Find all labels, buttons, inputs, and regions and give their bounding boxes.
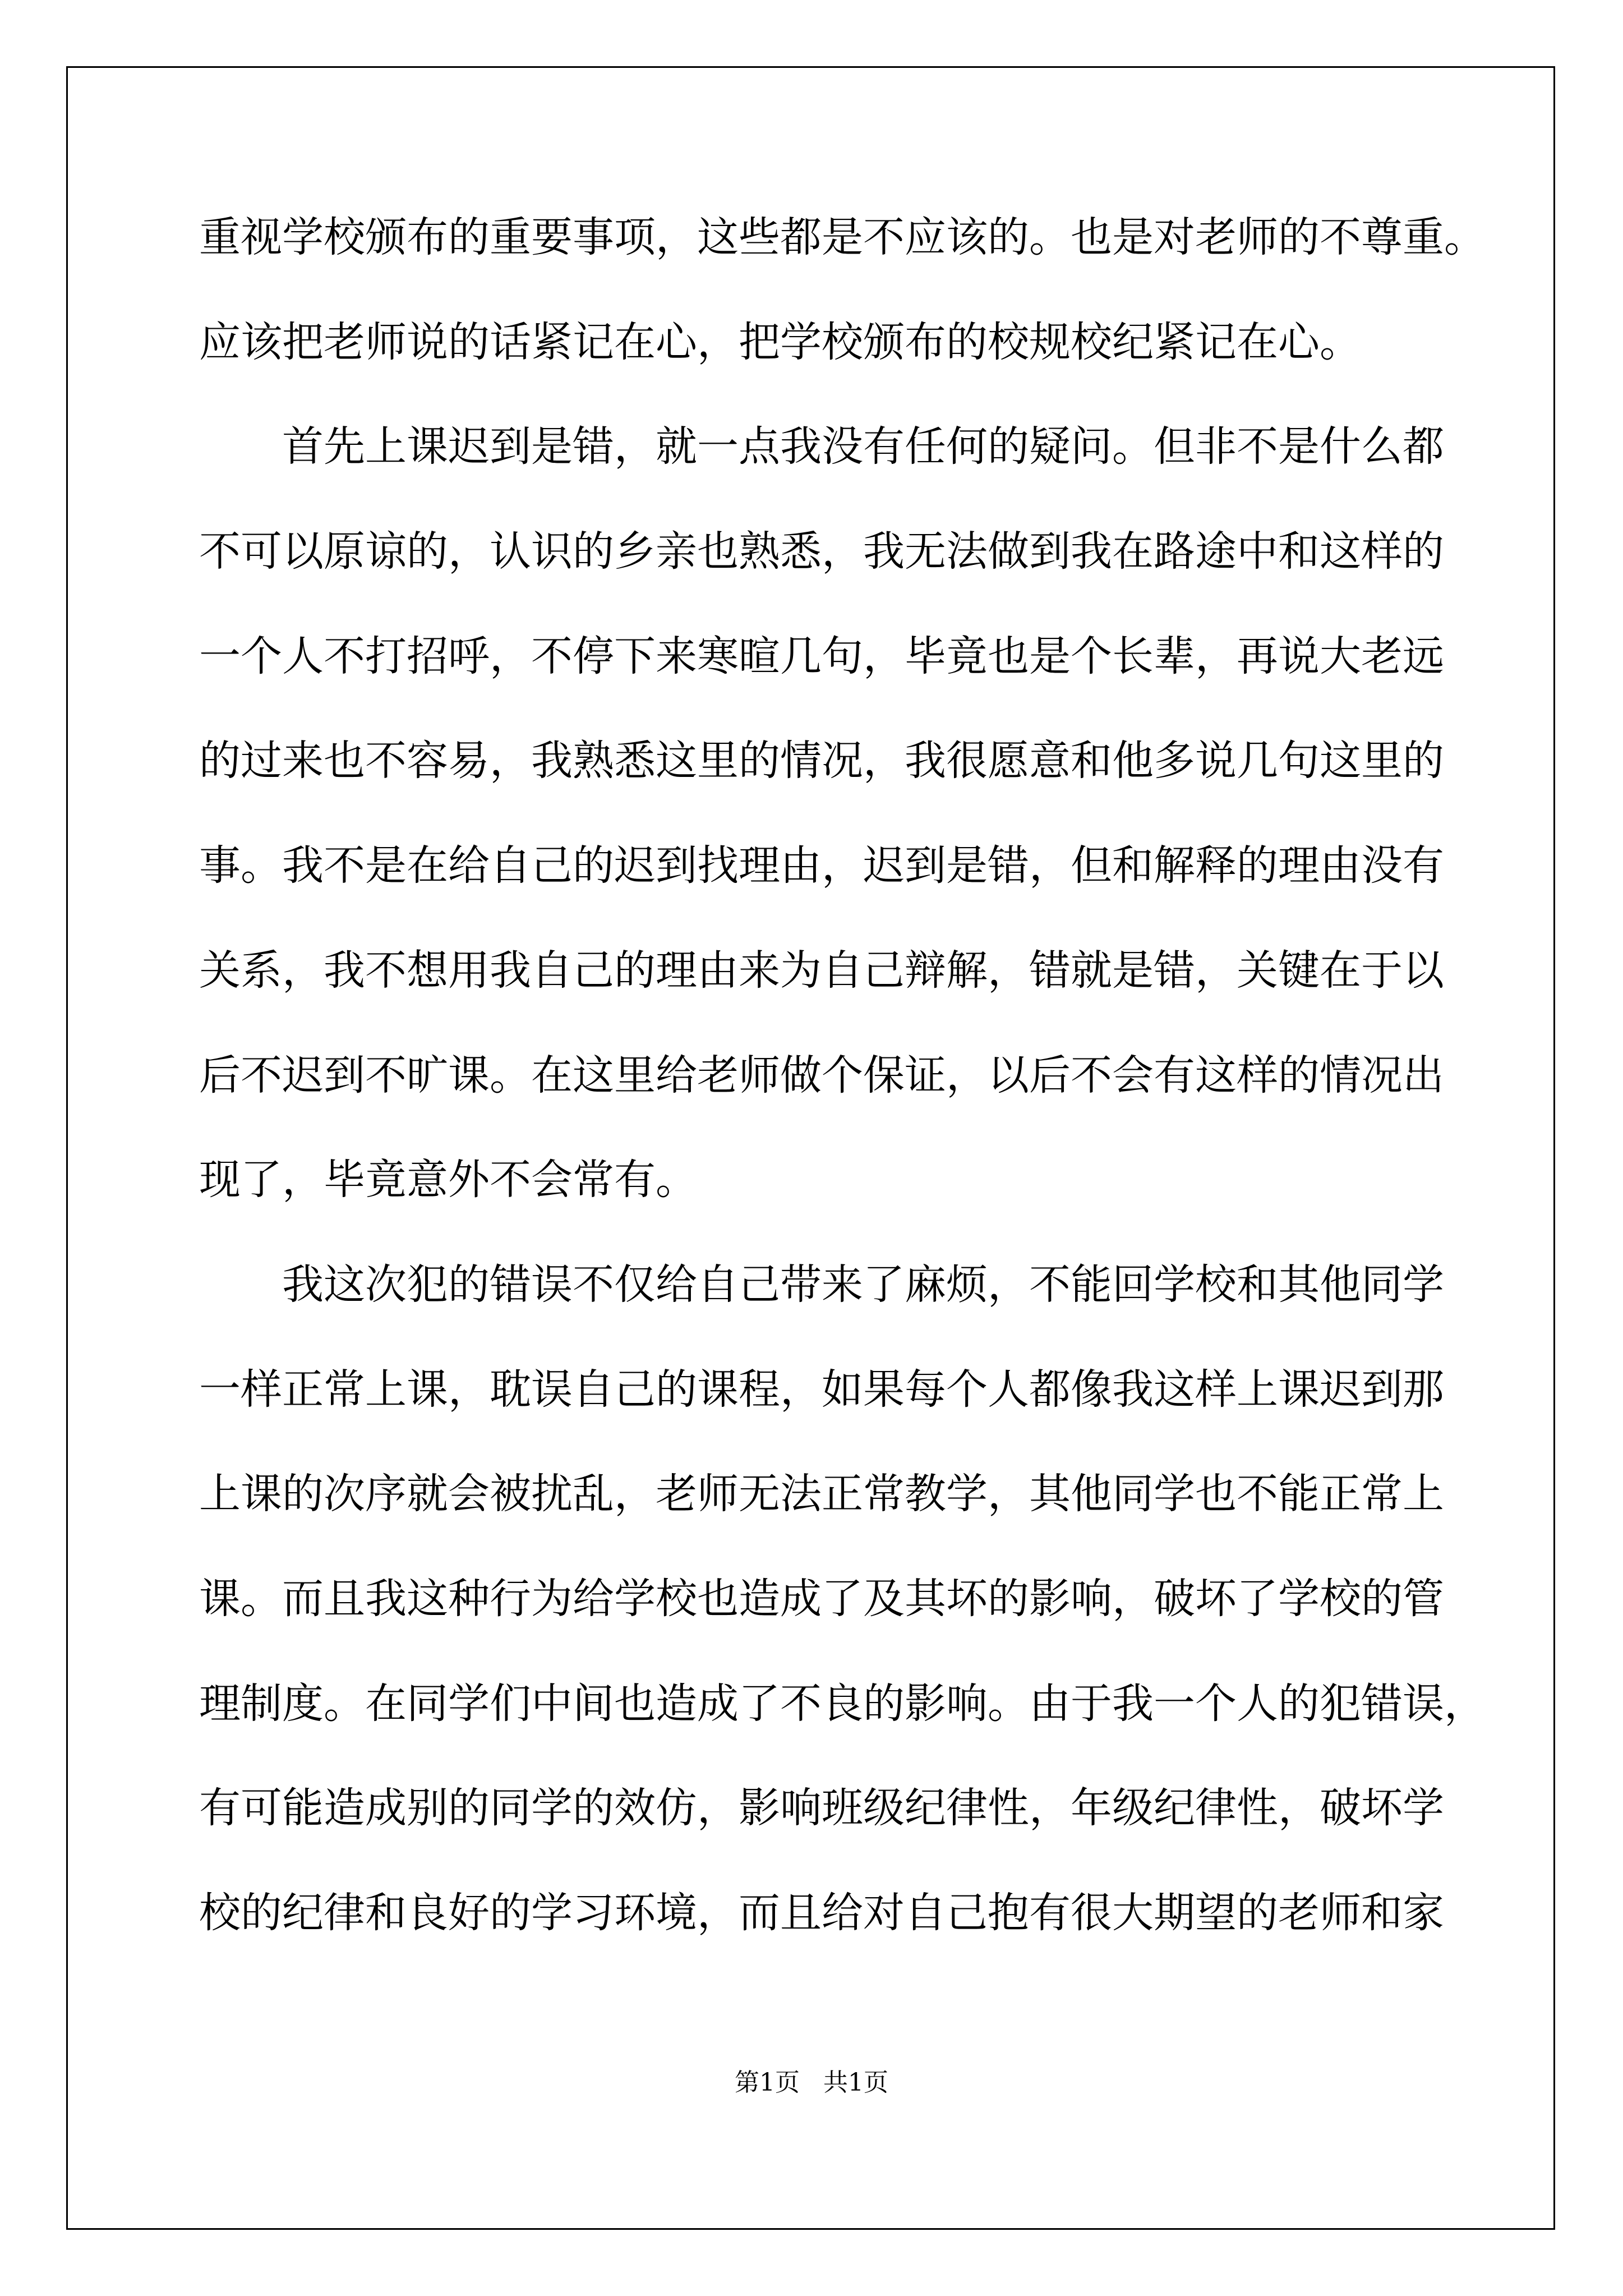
text-line: 事。我不是在给自己的迟到找理由，迟到是错，但和解释的理由没有 [199, 841, 1444, 890]
text-line: 关系，我不想用我自己的理由来为自己辩解，错就是错，关键在于以 [199, 946, 1444, 995]
text-line: 理制度。在同学们中间也造成了不良的影响。由于我一个人的犯错误， [199, 1679, 1486, 1728]
text-line: 不可以原谅的，认识的乡亲也熟悉，我无法做到我在路途中和这样的 [199, 527, 1444, 576]
text-line: 有可能造成别的同学的效仿，影响班级纪律性，年级纪律性，破坏学 [199, 1784, 1444, 1833]
text-line: 一样正常上课，耽误自己的课程，如果每个人都像我这样上课迟到那 [199, 1365, 1444, 1414]
page-number-footer: 第1页 共1页 [735, 2068, 888, 2097]
paragraph-first-line: 我这次犯的错误不仅给自己带来了麻烦，不能回学校和其他同学 [282, 1260, 1444, 1309]
text-line: 一个人不打招呼，不停下来寒暄几句，毕竟也是个长辈，再说大老远 [199, 632, 1444, 680]
text-line: 上课的次序就会被扰乱，老师无法正常教学，其他同学也不能正常上 [199, 1470, 1444, 1519]
document-body [199, 212, 1486, 1993]
text-line: 重视学校颁布的重要事项，这些都是不应该的。也是对老师的不尊重。 [199, 213, 1486, 261]
paragraph-first-line: 首先上课迟到是错，就一点我没有任何的疑问。但非不是什么都 [282, 422, 1444, 471]
text-line: 后不迟到不旷课。在这里给老师做个保证，以后不会有这样的情况出 [199, 1051, 1444, 1099]
text-line: 课。而且我这种行为给学校也造成了及其坏的影响，破坏了学校的管 [199, 1574, 1444, 1623]
text-line: 的过来也不容易，我熟悉这里的情况，我很愿意和他多说几句这里的 [199, 737, 1444, 785]
text-line: 校的纪律和良好的学习环境，而且给对自己抱有很大期望的老师和家 [199, 1889, 1444, 1937]
text-line: 应该把老师说的话紧记在心，把学校颁布的校规校纪紧记在心。 [199, 318, 1361, 366]
text-line: 现了，毕竟意外不会常有。 [199, 1156, 697, 1204]
